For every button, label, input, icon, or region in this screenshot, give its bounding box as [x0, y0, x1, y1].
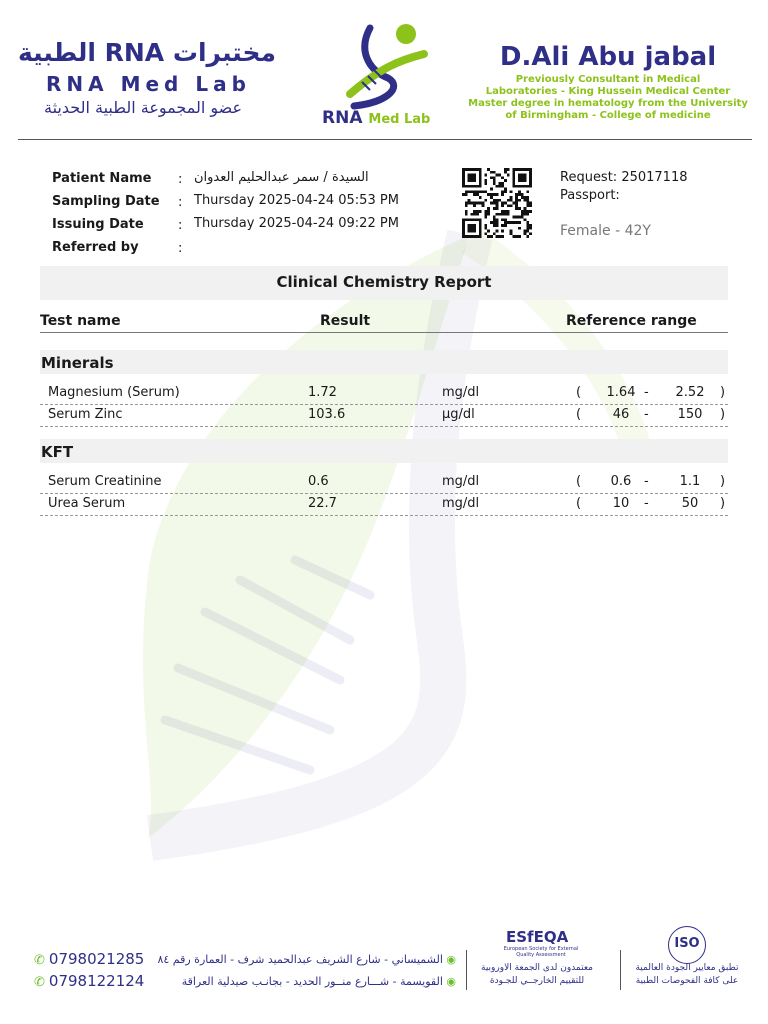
doctor-desc-line: Master degree in hematology from the University [468, 98, 748, 109]
iso-arabic [620, 962, 754, 988]
column-header-divider [40, 332, 728, 333]
iso-arabic-line: على كافة الفحوصات الطبية [635, 976, 739, 986]
patient-name-value: السيدة / سمر عبدالحليم العدوان [194, 170, 369, 185]
doctor-desc-line: of Birmingham - College of medicine [505, 110, 711, 121]
test-unit: mg/dl [442, 496, 480, 511]
table-row [40, 471, 728, 494]
footer-address-1 [157, 953, 456, 966]
range-close: ) [720, 407, 726, 422]
test-result: 1.72 [308, 385, 337, 400]
iso-logo: ISO [674, 936, 700, 951]
test-unit: mg/dl [442, 385, 480, 400]
report-title: Clinical Chemistry Report [276, 273, 492, 291]
range-open: ( [576, 474, 582, 489]
location-pin-icon: ◉ [446, 953, 456, 966]
lab-member-arabic: عضو المجموعة الطبية الحديثة [44, 98, 243, 117]
range-open: ( [576, 496, 582, 511]
table-row [40, 382, 728, 405]
footer-phone-1[interactable] [34, 950, 144, 968]
range-dash: - [644, 474, 649, 489]
passport: Passport: [560, 188, 620, 203]
doctor-name: D.Ali Abu jabal [499, 42, 717, 72]
colon: : [178, 172, 183, 187]
doctor-desc-line: Previously Consultant in Medical [515, 74, 701, 85]
issuing-date-label: Issuing Date [52, 217, 144, 232]
column-header-result: Result [320, 313, 371, 329]
sampling-date-value: Thursday 2025-04-24 05:53 PM [194, 193, 399, 208]
table-row [40, 493, 728, 516]
range-low: 10 [612, 496, 630, 511]
test-name: Urea Serum [48, 496, 126, 511]
referred-by-label: Referred by [52, 240, 139, 255]
address-text: القويسمة - شـــارع منــور الحديد - بجانـب صيدلية العراقة [181, 975, 443, 988]
column-header-range: Reference range [566, 313, 697, 329]
test-result: 22.7 [308, 496, 337, 511]
doctor-description [468, 74, 748, 122]
test-result: 0.6 [308, 474, 329, 489]
section-title-kft: KFT [41, 443, 74, 461]
range-close: ) [720, 385, 726, 400]
patient-name-label: Patient Name [52, 171, 152, 186]
test-result: 103.6 [308, 407, 346, 422]
esfeqa-logo: ESfEQA [506, 928, 569, 946]
test-name: Serum Creatinine [48, 474, 162, 489]
issuing-date-value: Thursday 2025-04-24 09:22 PM [194, 216, 399, 231]
section-title-minerals: Minerals [41, 354, 114, 372]
lab-name-english: RNA Med Lab [46, 72, 251, 96]
esfeqa-subtitle: European Society for External Quality Assessment [503, 946, 579, 958]
address-text: الشميساني - شارع الشريف عبدالحميد شرف - العمارة رقم ٨٤ [157, 953, 443, 966]
location-pin-icon: ◉ [446, 975, 456, 988]
range-high: 150 [677, 407, 703, 422]
range-open: ( [576, 407, 582, 422]
logo-rna: RNA [322, 108, 363, 128]
section-bar [40, 350, 728, 374]
table-row [40, 404, 728, 427]
esfeqa-arabic-line: للتقييم الخارجــي للجـودة [489, 976, 585, 986]
range-low: 46 [612, 407, 630, 422]
range-dash: - [644, 407, 649, 422]
rna-logo-icon [340, 20, 430, 110]
footer-divider [466, 950, 467, 990]
phone-number: 0798021285 [48, 950, 145, 968]
range-high: 2.52 [675, 385, 705, 400]
footer-phone-2[interactable] [34, 972, 144, 990]
range-close: ) [720, 496, 726, 511]
range-dash: - [644, 385, 649, 400]
test-unit: μg/dl [442, 407, 475, 422]
column-header-test: Test name [40, 313, 121, 329]
lab-name-arabic: مختبرات RNA الطبية [18, 38, 276, 67]
iso-arabic-line: تطبق معايير الجودة العالمية [635, 963, 739, 973]
range-dash: - [644, 496, 649, 511]
colon: : [178, 195, 183, 210]
gender-age: Female - 42Y [560, 223, 651, 239]
test-name: Serum Zinc [48, 407, 123, 422]
esfeqa-arabic [472, 962, 602, 988]
doctor-desc-line: Laboratories - King Hussein Medical Center [485, 86, 731, 97]
phone-number: 0798122124 [48, 972, 145, 990]
range-low: 0.6 [610, 474, 632, 489]
sampling-date-label: Sampling Date [52, 194, 160, 209]
range-close: ) [720, 474, 726, 489]
test-name: Magnesium (Serum) [48, 385, 180, 400]
range-low: 1.64 [606, 385, 636, 400]
request-number: Request: 25017118 [560, 170, 688, 185]
test-unit: mg/dl [442, 474, 480, 489]
colon: : [178, 218, 183, 233]
logo-medlab: Med Lab [368, 112, 431, 127]
whatsapp-icon: ✆ [34, 975, 45, 990]
qr-code-icon [460, 168, 534, 238]
whatsapp-icon: ✆ [34, 953, 45, 968]
range-high: 1.1 [679, 474, 701, 489]
esfeqa-arabic-line: معتمدون لدى الجمعة الاوروبية [481, 963, 593, 973]
range-high: 50 [681, 496, 699, 511]
header-divider [18, 139, 752, 140]
footer-address-2 [160, 975, 456, 988]
range-open: ( [576, 385, 582, 400]
section-bar [40, 439, 728, 463]
logo-text [322, 108, 430, 128]
colon: : [178, 241, 183, 256]
